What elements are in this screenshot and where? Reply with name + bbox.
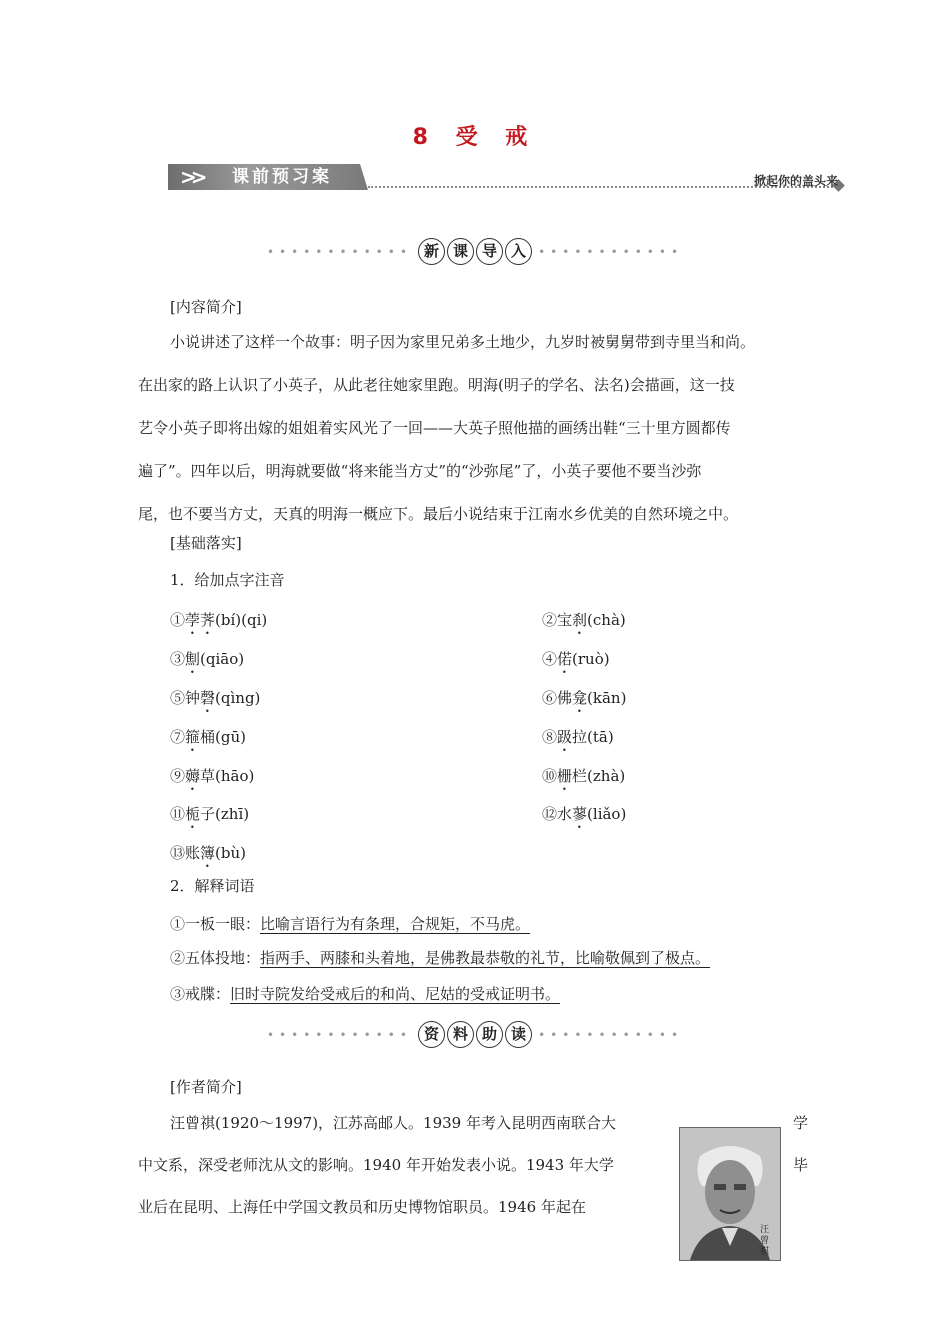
pinyin-reading: (gū): [215, 728, 247, 746]
pinyin-item: [170, 766, 254, 794]
paragraph-line: 艺令小英子即将出嫁的姐姐着实风光了一回——大英子照他描的画绣出鞋“三十里方圆都传: [138, 419, 731, 437]
section-header-reading: [0, 1021, 950, 1048]
pinyin-reading: (zhà): [587, 767, 626, 785]
pinyin-reading: (zhī): [215, 805, 250, 823]
header-char: 入: [505, 238, 532, 265]
pinyin-word-part: 栏: [572, 767, 588, 785]
pinyin-word-part: 子: [200, 805, 216, 823]
portrait-signature: 汪曾祺: [760, 1225, 770, 1257]
paragraph-line: 小说讲述了这样一个故事：明子因为家里兄弟多土地少，九岁时被舅舅带到寺里当和尚。: [170, 333, 756, 351]
header-char: 课: [447, 238, 474, 265]
pinyin-item: [170, 688, 260, 716]
author-line: 汪曾祺(1920～1997)，江苏高邮人。1939 年考入昆明西南联合大: [170, 1114, 616, 1132]
pinyin-item: [170, 610, 267, 638]
term-definition: 指两手、两膝和头着地，是佛教最恭敬的礼节，比喻敬佩到了极点。: [260, 949, 711, 967]
pinyin-marked-char: 栀: [185, 805, 201, 823]
term-2: [170, 948, 710, 968]
page-title: 8 受 戒: [412, 125, 538, 150]
pinyin-number: ③: [170, 650, 186, 668]
pinyin-number: ④: [542, 650, 558, 668]
pinyin-marked-char: 龛: [572, 689, 588, 707]
pinyin-number: ⑦: [170, 728, 186, 746]
pinyin-word-part: 钟: [185, 689, 201, 707]
pinyin-number: ⑧: [542, 728, 558, 746]
pinyin-marked-char: 荸: [185, 611, 201, 629]
pinyin-number: ②: [542, 611, 558, 629]
pinyin-reading: (qìng): [215, 689, 261, 707]
pinyin-marked-char: 劁: [185, 650, 201, 668]
pinyin-reading: (hāo): [215, 767, 255, 785]
pinyin-number: ⑪: [170, 805, 186, 823]
paragraph-line: 遍了”。四年以后，明海就要做“将来能当方丈”的“沙弥尾”了，小英子要他不要当沙弥: [138, 462, 702, 480]
pinyin-marked-char: 箍: [185, 728, 201, 746]
pinyin-number: ⑨: [170, 767, 186, 785]
pinyin-number: ⑥: [542, 689, 558, 707]
banner-label: 课前预习案: [232, 167, 332, 187]
dotted-divider-right: ••••••••••••: [538, 244, 684, 259]
pinyin-word-part: 桶: [200, 728, 216, 746]
pinyin-marked-char: 刹: [572, 611, 588, 629]
pinyin-item: [170, 804, 249, 832]
author-line: 中文系，深受老师沈从文的影响。1940 年开始发表小说。1943 年大学: [138, 1156, 614, 1174]
question-1: 1．给加点字注音: [170, 571, 285, 589]
author-line-tail: 学: [793, 1114, 809, 1132]
pinyin-reading: (liǎo): [587, 805, 627, 823]
pinyin-reading: (bù): [215, 844, 247, 862]
paragraph-line: 尾，也不要当方丈，天真的明海一概应下。最后小说结束于江南水乡优美的自然环境之中。: [138, 505, 739, 523]
pinyin-item: [542, 649, 610, 677]
pinyin-number: ⑩: [542, 767, 558, 785]
pinyin-word-part: 宝: [557, 611, 573, 629]
term-word: ①一板一眼：: [170, 915, 261, 933]
header-char: 读: [505, 1021, 532, 1048]
pinyin-reading: (kān): [587, 689, 627, 707]
pinyin-number: ⑬: [170, 844, 186, 862]
author-heading: [作者简介]: [170, 1078, 242, 1096]
term-word: ②五体投地：: [170, 949, 261, 967]
pinyin-marked-char: 栅: [557, 767, 573, 785]
pinyin-reading: (tā): [587, 728, 614, 746]
pinyin-item: [170, 649, 244, 677]
pinyin-marked-char: 磬: [200, 689, 216, 707]
pinyin-reading: (qiāo): [200, 650, 245, 668]
term-definition: 旧时寺院发给受戒后的和尚、尼姑的受戒证明书。: [230, 985, 561, 1003]
dotted-divider-left: ••••••••••••: [266, 1027, 412, 1042]
pinyin-marked-char: 簿: [200, 844, 216, 862]
pinyin-marked-char: 薅: [185, 767, 201, 785]
pinyin-reading: (bí)(qi): [215, 611, 268, 629]
content-intro-heading: [内容简介]: [170, 298, 242, 316]
term-definition: 比喻言语行为有条理，合规矩，不马虎。: [260, 915, 531, 933]
pinyin-reading: (ruò): [572, 650, 610, 668]
pinyin-marked-char: 偌: [557, 650, 573, 668]
question-2: 2．解释词语: [170, 877, 255, 895]
pinyin-item: [170, 843, 246, 871]
pinyin-word-part: 账: [185, 844, 201, 862]
section-header-intro: [0, 238, 950, 265]
pinyin-number: ⑤: [170, 689, 186, 707]
pinyin-word-part: 拉: [572, 728, 588, 746]
pinyin-number: ①: [170, 611, 186, 629]
pinyin-marked-char: 荠: [200, 611, 216, 629]
content-intro-body: [138, 324, 828, 539]
paragraph-line: 在出家的路上认识了小英子，从此老往她家里跑。明海(明子的学名、法名)会描画，这一技: [138, 376, 735, 394]
header-char: 料: [447, 1021, 474, 1048]
pinyin-item: [542, 766, 625, 794]
dotted-divider-right: ••••••••••••: [538, 1027, 684, 1042]
pinyin-item: [542, 688, 626, 716]
pinyin-marked-char: 趿: [557, 728, 573, 746]
pinyin-item: [542, 610, 626, 638]
term-3: [170, 984, 560, 1004]
pinyin-word-part: 水: [557, 805, 573, 823]
author-line: 业后在昆明、上海任中学国文教员和历史博物馆职员。1946 年起在: [138, 1198, 586, 1216]
banner-right-text: 掀起你的盖头来: [753, 174, 838, 188]
header-char: 资: [418, 1021, 445, 1048]
term-1: [170, 914, 530, 934]
pinyin-item: [542, 727, 614, 755]
header-char: 导: [476, 238, 503, 265]
pinyin-item: [170, 727, 246, 755]
header-char: 助: [476, 1021, 503, 1048]
pinyin-item: [542, 804, 626, 832]
chevron-right-icon: >>: [180, 165, 202, 189]
header-char: 新: [418, 238, 445, 265]
term-word: ③戒牒：: [170, 985, 231, 1003]
pinyin-word-part: 草: [200, 767, 216, 785]
dotted-divider-left: ••••••••••••: [266, 244, 412, 259]
pinyin-word-part: 佛: [557, 689, 573, 707]
pinyin-marked-char: 蓼: [572, 805, 588, 823]
pinyin-reading: (chà): [587, 611, 626, 629]
pinyin-number: ⑫: [542, 805, 558, 823]
author-line-tail: 毕: [793, 1156, 809, 1174]
basics-heading: [基础落实]: [170, 534, 242, 552]
